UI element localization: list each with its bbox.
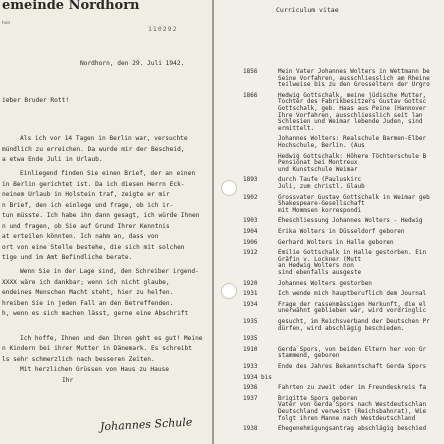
cv-year: 1912 xyxy=(243,249,258,257)
letterhead: emeinde Nordhorn xyxy=(2,0,140,13)
cv-entry-line: Hochschule, Berlin. (Aus xyxy=(278,142,365,149)
cv-year: 1910 xyxy=(243,345,258,353)
letter-line: ort von eine Stelle bestehe, die sich mit solchen xyxy=(2,243,185,251)
cv-entry-line: Mein Vater Johannes Wolters in Wettmann be xyxy=(278,68,430,75)
cv-entry-line: Deutschland verweist (Reichsbahnrat), Wie xyxy=(278,408,427,415)
salutation: ieber Bruder Rott! xyxy=(2,97,70,104)
cv-entry-line: Fahrten zu zweit oder im Freundeskreis fa xyxy=(278,384,427,392)
punch-hole-top xyxy=(221,180,237,196)
cv-entry-line: Frage der rassenmässigen Herkunft, die el xyxy=(278,300,427,308)
cv-year: 1937 xyxy=(243,394,258,402)
cv-entry-line: Gottschalk, geb. Haas aus Peine (Hannover xyxy=(278,105,427,112)
cv-entry-line: teilweise bis zu den Grosseltern der Urgro xyxy=(278,81,430,89)
cv-year: 1856 xyxy=(243,68,258,75)
cv-entry-line: Emilie Gottschalk in Halle gestorben. Ein xyxy=(278,249,427,257)
cv-year: 1935 xyxy=(243,335,258,343)
cv-entry-line: unerwähnt geblieben war, wird vordringlic xyxy=(278,307,427,315)
cv-entry-line: Tochter des Fabrikbesitzers Gustav Gottsc xyxy=(278,98,427,106)
cv-year: 1904 xyxy=(243,228,258,235)
cv-entry-line: Hedwig Gottschalk: Höhere Töchterschule B xyxy=(278,152,427,160)
cv-entry-line: gesucht, im Reichsverband der Deutschen Pr xyxy=(278,318,430,325)
cv-entry-line: Juli, zum christl. Glaub xyxy=(278,183,365,190)
cv-entry-line: Gerda Spors, von beiden Eltern her von Gr xyxy=(278,345,427,353)
cv-entry-line: Schlesien und Weimar lebende Juden, sind xyxy=(278,118,423,126)
cv-year: 1938 xyxy=(243,425,258,433)
cv-entry-line: Ende des Jahres Bekanntschaft Gerda Spors xyxy=(278,363,427,370)
cv-entry-line: folgt ihren Manne nach Westdeutschland xyxy=(278,414,416,422)
cv-entry-line: und Kunstschule Weimar xyxy=(278,165,358,173)
cv-entry-line: Hedwig Gottschalk, meine jüdische Mutter, xyxy=(278,91,427,99)
letter-line: Mit herzlichen Grüssen von Haus zu Hause xyxy=(20,366,170,373)
archive-stamp-number: 110292 xyxy=(148,25,178,33)
cv-year: 1920 xyxy=(243,279,258,287)
letter-line: ls sehr schmerzlich nach besseren Zeiten. xyxy=(2,355,155,363)
cv-year: 1936 xyxy=(243,384,258,392)
letter-line: Ihr xyxy=(62,376,74,384)
cv-entry-line: stammend, geboren xyxy=(278,352,340,360)
letter-line: n und fragen, ob Sie auf Grund Ihrer Kenntnis xyxy=(2,222,170,230)
letter-line: tun müsste. Ich habe ihn dann gesagt, ich würde Ihnen xyxy=(2,212,200,219)
letter-line: neinem Urlaub in Holstein traf, zeigte er mir xyxy=(2,191,170,198)
cv-entry-line: Shakespeare-Gesellschaft xyxy=(278,200,365,208)
cv-entry-line: sind ebenfalls ausgeste xyxy=(278,269,362,276)
cv-year: 1866 xyxy=(243,91,258,99)
letter-line: XXXX wäre ich dankbar; wenn ich nicht glaube, xyxy=(2,278,170,286)
cv-year: 1931 xyxy=(243,290,258,298)
cv-entry-line: Erika Wolters in Düsseldorf geboren xyxy=(278,228,405,235)
letter-line: tige und im Amt Befindliche berate. xyxy=(2,254,133,261)
letter-line: n Kindern bei ihrer Mutter in Dänemark. Es schreibt xyxy=(2,345,192,352)
cv-year: 1893 xyxy=(243,176,258,184)
letter-line: n Brief, den ich einlege und frage, ob ich ir- xyxy=(2,201,174,209)
cv-year: 1934 xyxy=(243,300,258,308)
letter-line: hreiben Sie in jeden Fall an den Betreffenden. xyxy=(2,299,174,307)
cv-entry-line: Gräfin v. Lockner (Mutt xyxy=(278,255,362,263)
cv-title: Curriculum vitae xyxy=(276,6,339,14)
date-line: Nordhorn, den 29. Juli 1942. xyxy=(80,60,185,67)
letter-line: endeines Menschen Macht steht, hier zu helfen. xyxy=(2,289,174,296)
letter-line: Einliegend finden Sie einen Brief, der an einen xyxy=(20,170,196,177)
cv-entry-line: Johannes Wolters gestorben xyxy=(278,279,372,287)
cv-entry-line: Brigitte Spors geboren xyxy=(278,394,358,402)
cv-entry-line: Eheschliessung Johannes Wolters - Hedwig xyxy=(278,217,423,225)
letter-line: a etwa Ende Juli in Urlaub. xyxy=(2,156,103,163)
cv-entry-line: durch Taufe (Pauluskirc xyxy=(278,176,362,184)
cv-year: 1906 xyxy=(243,238,258,246)
letter-line: Wenn Sie in der Lage sind, den Schreiber irgend- xyxy=(20,268,199,275)
cv-entry-line: Ihre Vorfahren, ausschliesslich seit lan xyxy=(278,111,423,119)
cv-year: 1903 xyxy=(243,217,258,225)
letter-line: h, wenn es sich machen lässt, gerne eine Abschrift xyxy=(2,310,189,317)
cv-entry-line: Grossvater Gustav Gottschalk in Weimar geb xyxy=(278,193,430,201)
cv-entry-line: Ehegenehmigungsantrag abschlägig beschied xyxy=(278,425,427,433)
cv-entry-line: Seine Vorfahren, ausschliesslich am Rheine xyxy=(278,74,430,82)
letter-line: in Berlin gerichtet ist. Da ich diesen Herrn Eck- xyxy=(2,180,185,188)
cv-year: 1935 xyxy=(243,318,258,325)
cv-entry-line: an Hedwig Wolters non xyxy=(278,262,354,270)
cv-entry-line: Pensionat bei Montreux xyxy=(278,159,358,167)
cv-entry-line: Ich wende mich hauptberuflich dem Journal xyxy=(278,290,427,298)
letterhead-sub: hon xyxy=(2,21,11,26)
cv-entry-line: Johannes Wolters: Realschule Barmen-Elber xyxy=(278,135,427,143)
cv-year: 1902 xyxy=(243,193,258,201)
cv-entry-line: mit Mommsen korrespondi xyxy=(278,206,362,214)
cv-entry-line: Vater von Gerda Spors nach Westdeutschlan xyxy=(278,401,427,409)
cv-year: 1934 bis xyxy=(243,373,272,381)
cv-year: 1933 xyxy=(243,363,258,370)
letter-line: at erteilen könnten. Ich nahm an, dass von xyxy=(2,233,159,240)
letter-line: Als ich vor 14 Tagen in Berlin war, versuchte xyxy=(20,135,188,142)
cv-entry-line: dürfen, wird abschlägig beschieden. xyxy=(278,324,405,332)
signature: Johannes Schule xyxy=(99,415,193,434)
letter-line: Ich hoffe, Ihnen und den Ihren geht es gut! Meine xyxy=(20,334,203,342)
letter-page xyxy=(0,0,212,444)
letter-line: mündlich zu erreichen. Da wurde mir der Bescheid, xyxy=(2,145,185,153)
punch-hole-bottom xyxy=(221,283,237,299)
cv-entry-line: Gerhard Wolters in Halle geboren xyxy=(278,238,394,246)
cv-entry-line: ermittelt. xyxy=(278,124,315,132)
